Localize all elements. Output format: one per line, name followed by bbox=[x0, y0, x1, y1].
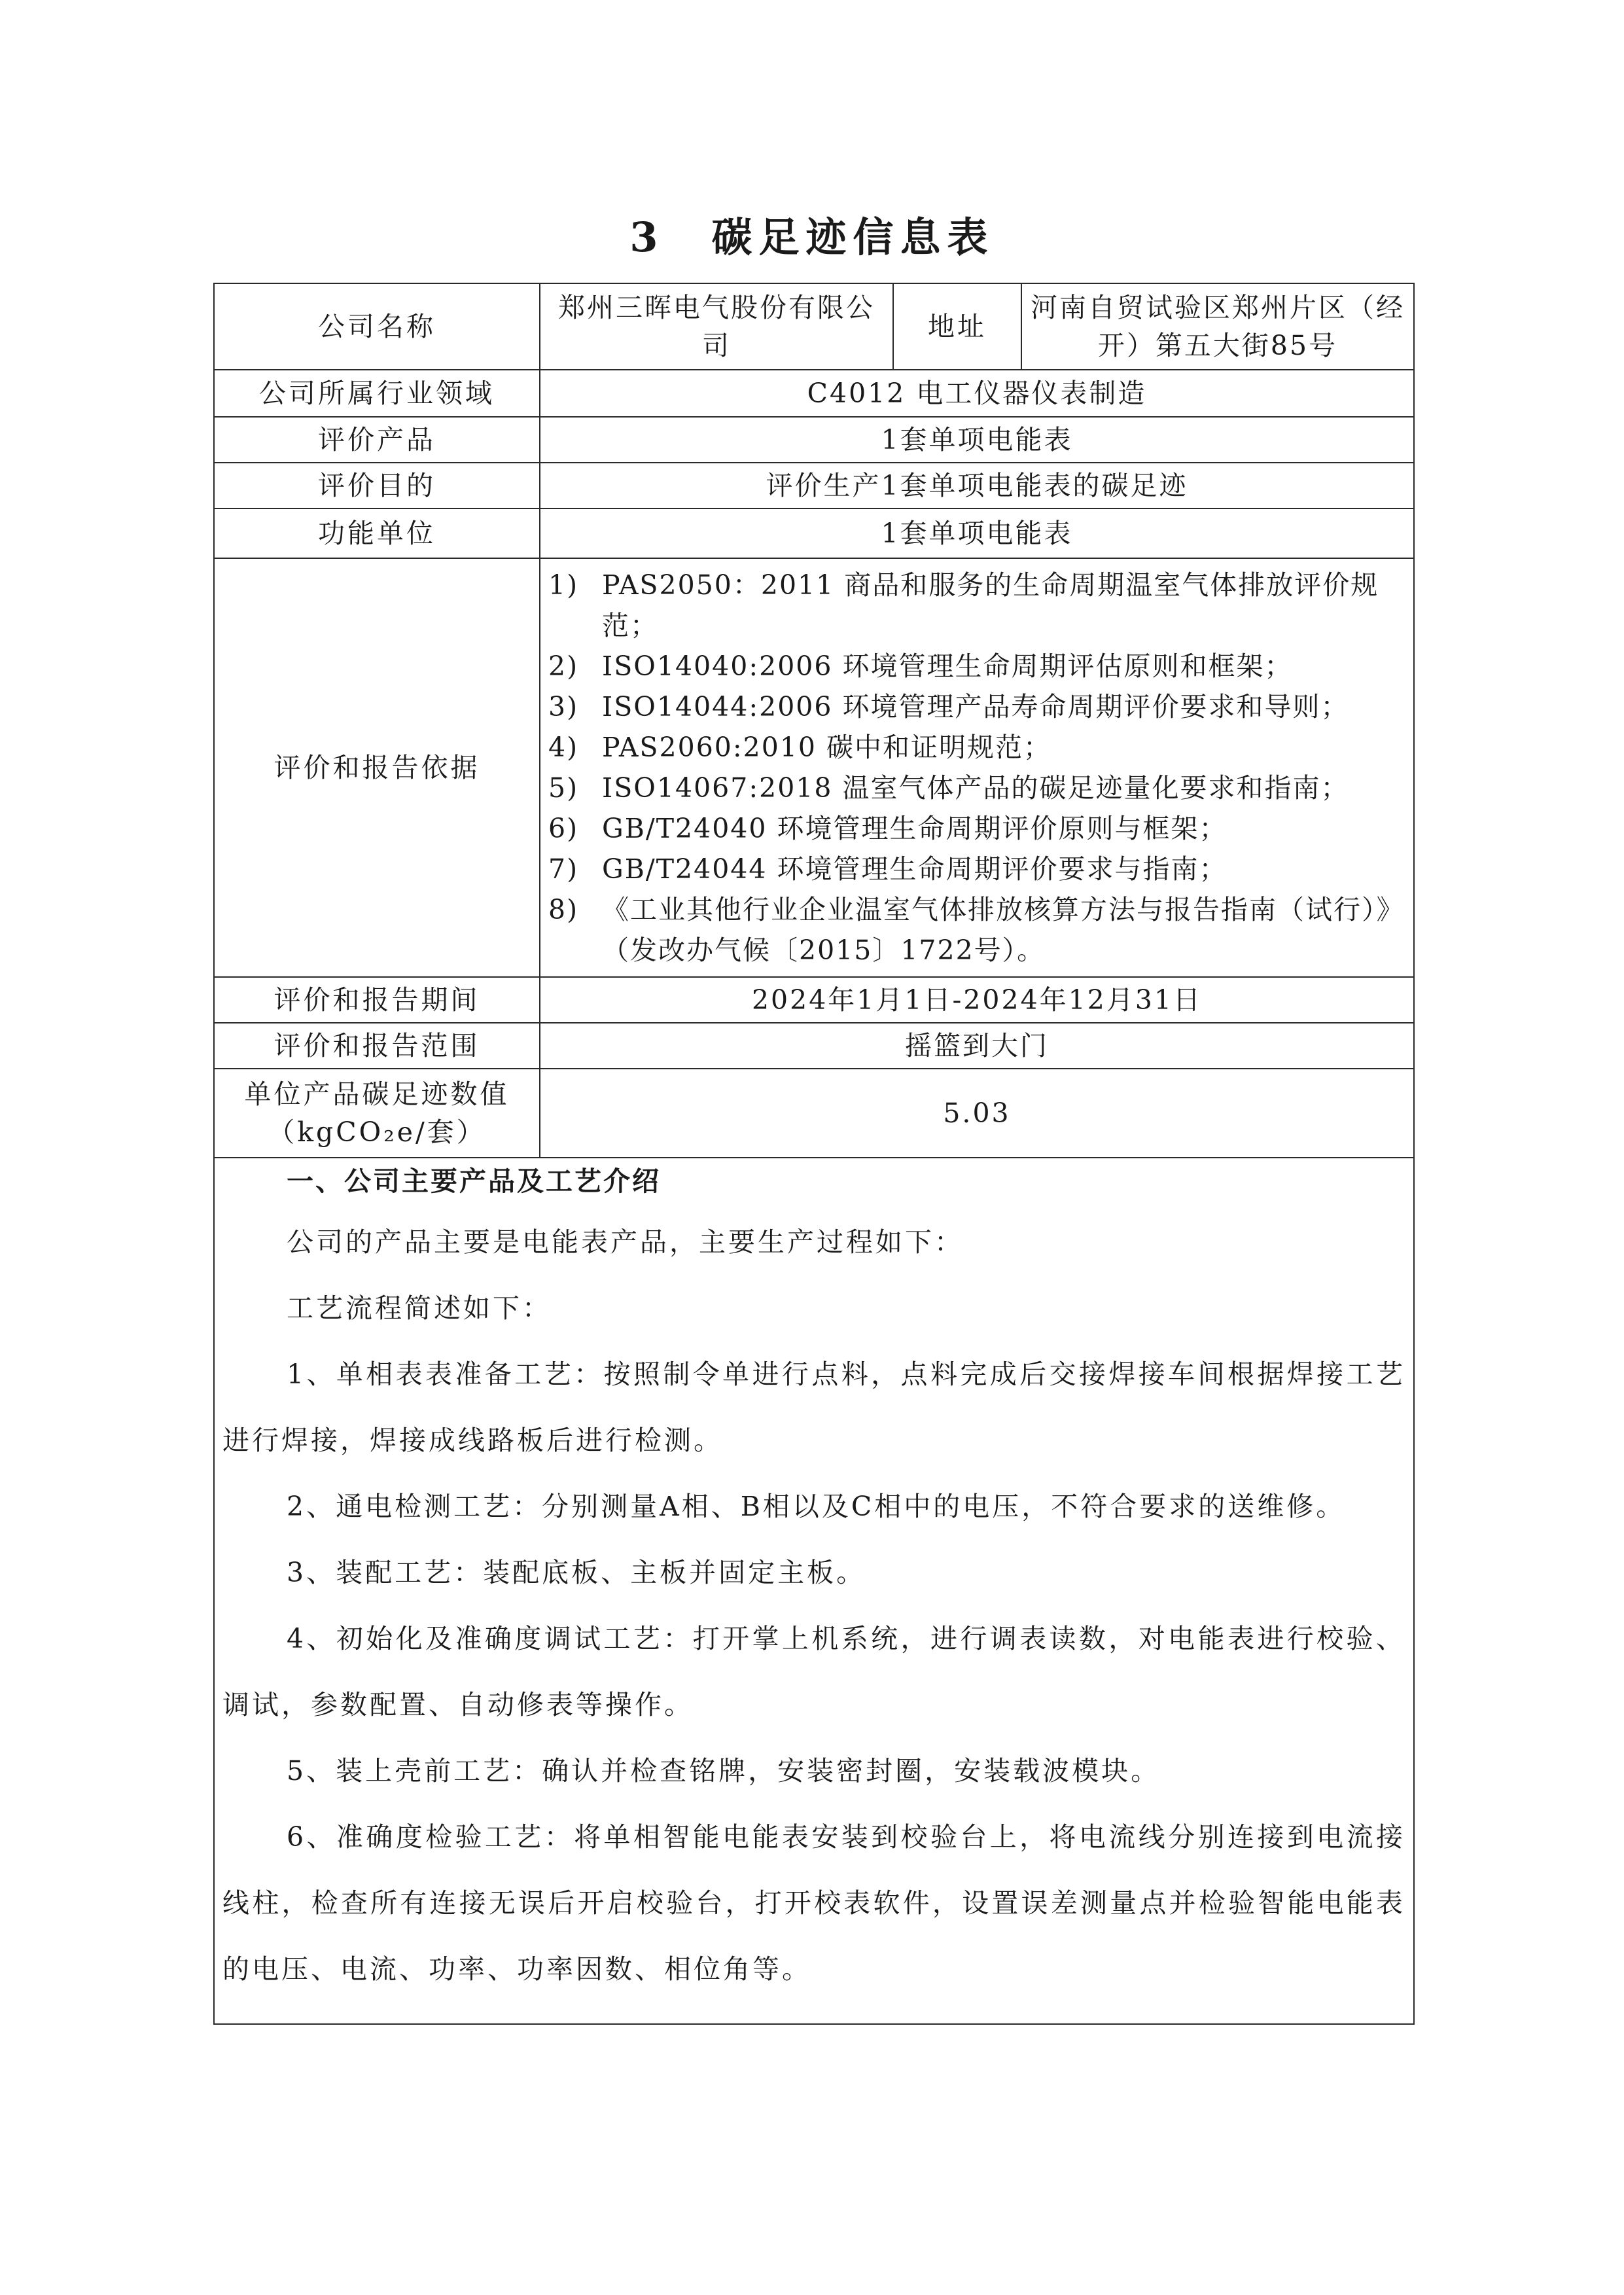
company-name-label: 公司名称 bbox=[214, 283, 540, 370]
industry-label: 公司所属行业领域 bbox=[214, 370, 540, 417]
scope-value: 摇篮到大门 bbox=[540, 1023, 1414, 1069]
basis-item: 8) 《工业其他行业企业温室气体排放核算方法与报告指南（试行）》（发改办气候〔2015〕1722号）。 bbox=[548, 894, 1405, 966]
period-label: 评价和报告期间 bbox=[214, 977, 540, 1023]
period-value: 2024年1月1日-2024年12月31日 bbox=[540, 977, 1414, 1023]
footprint-label: 单位产品碳足迹数值（kgCO₂e/套） bbox=[214, 1069, 540, 1158]
product-value: 1套单项电能表 bbox=[540, 417, 1414, 463]
basis-item: 1) PAS2050：2011 商品和服务的生命周期温室气体排放评价规范； bbox=[548, 569, 1379, 641]
row-product bbox=[214, 417, 1414, 463]
scope-label: 评价和报告范围 bbox=[214, 1023, 540, 1069]
basis-list bbox=[548, 565, 1405, 970]
basis-item: 3) ISO14044:2006 环境管理产品寿命周期评价要求和导则； bbox=[548, 691, 1349, 722]
purpose-value: 评价生产1套单项电能表的碳足迹 bbox=[540, 463, 1414, 508]
basis-item: 4) PAS2060:2010 碳中和证明规范； bbox=[548, 732, 1052, 763]
intro-paragraph: 3、装配工艺：装配底板、主板并固定主板。 bbox=[287, 1557, 866, 1588]
intro-paragraph: 公司的产品主要是电能表产品，主要生产过程如下： bbox=[287, 1226, 964, 1258]
intro-paragraph: 工艺流程简述如下： bbox=[287, 1292, 552, 1324]
row-functional-unit bbox=[214, 508, 1414, 558]
row-scope bbox=[214, 1023, 1414, 1069]
intro-paragraph: 6、准确度检验工艺：将单相智能电能表安装到校验台上，将电流线分别连接到电流接线柱，检查所有连接无误后开启校验台，打开校表软件，设置误差测量点并检验智能电能表的电压、电流、功率、功率因数、相位角等。 bbox=[222, 1821, 1405, 1985]
intro-heading: 一、公司主要产品及工艺介绍 bbox=[287, 1165, 661, 1197]
basis-cell bbox=[540, 558, 1414, 977]
row-purpose bbox=[214, 463, 1414, 508]
footprint-value: 5.03 bbox=[540, 1069, 1414, 1158]
purpose-label: 评价目的 bbox=[214, 463, 540, 508]
row-footprint bbox=[214, 1069, 1414, 1158]
address-value: 河南自贸试验区郑州片区（经开）第五大街85号 bbox=[1021, 283, 1414, 370]
row-company bbox=[214, 283, 1414, 370]
basis-item: 7) GB/T24044 环境管理生命周期评价要求与指南； bbox=[548, 853, 1227, 885]
row-basis bbox=[214, 558, 1414, 977]
row-period bbox=[214, 977, 1414, 1023]
functional-unit-label: 功能单位 bbox=[214, 508, 540, 558]
intro-paragraph: 1、单相表表准备工艺：按照制令单进行点料，点料完成后交接焊接车间根据焊接工艺进行焊接，焊接成线路板后进行检测。 bbox=[222, 1359, 1405, 1456]
company-name-value: 郑州三晖电气股份有限公司 bbox=[540, 283, 893, 370]
industry-value: C4012 电工仪器仪表制造 bbox=[540, 370, 1414, 417]
carbon-footprint-info-table bbox=[213, 283, 1415, 2025]
basis-item: 5) ISO14067:2018 温室气体产品的碳足迹量化要求和指南； bbox=[548, 772, 1349, 804]
basis-label: 评价和报告依据 bbox=[214, 558, 540, 977]
row-industry bbox=[214, 370, 1414, 417]
row-intro bbox=[214, 1158, 1414, 2024]
intro-paragraph: 2、通电检测工艺：分别测量A相、B相以及C相中的电压，不符合要求的送维修。 bbox=[287, 1491, 1346, 1522]
address-label: 地址 bbox=[893, 283, 1021, 370]
functional-unit-value: 1套单项电能表 bbox=[540, 508, 1414, 558]
intro-paragraph: 4、初始化及准确度调试工艺：打开掌上机系统，进行调表读数，对电能表进行校验、调试，参数配置、自动修表等操作。 bbox=[222, 1623, 1405, 1720]
product-label: 评价产品 bbox=[214, 417, 540, 463]
page-title: 3 碳足迹信息表 bbox=[629, 213, 995, 261]
basis-item: 6) GB/T24040 环境管理生命周期评价原则与框架； bbox=[548, 813, 1227, 844]
intro-paragraph: 5、装上壳前工艺：确认并检查铭牌，安装密封圈，安装载波模块。 bbox=[287, 1755, 1161, 1787]
intro-cell bbox=[214, 1158, 1414, 2024]
basis-item: 2) ISO14040:2006 环境管理生命周期评估原则和框架； bbox=[548, 650, 1293, 682]
